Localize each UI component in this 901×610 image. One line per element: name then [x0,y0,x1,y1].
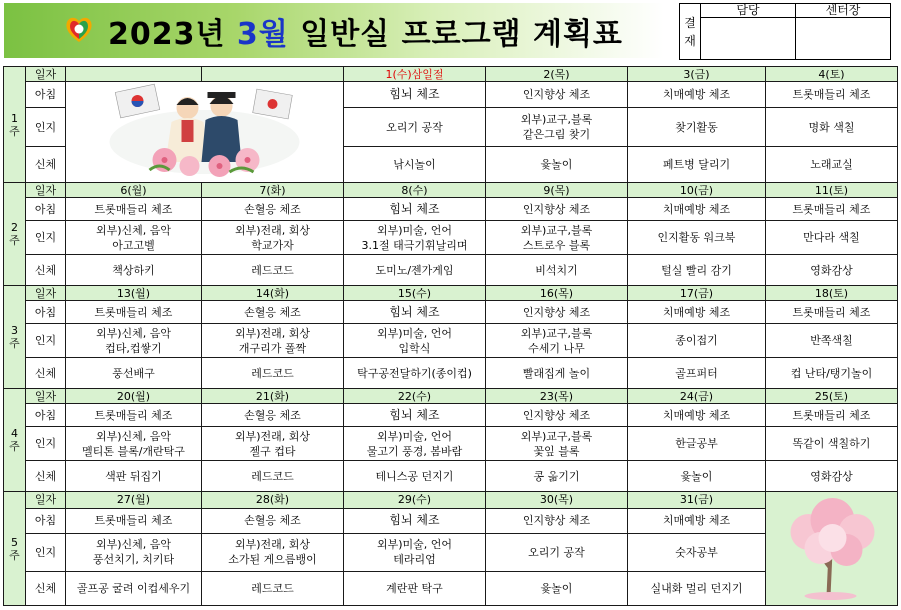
physical-program[interactable]: 영화감상 [766,461,898,492]
morning-program[interactable]: 인지향상 체조 [486,82,628,108]
morning-program[interactable]: 손혈응 체조 [202,404,344,427]
day-header: 18(토) [766,286,898,301]
approval-side-1: 결 [684,15,696,30]
morning-program[interactable]: 힘뇌 체조 [344,198,486,221]
program-line: 외부)미술, 언어 [376,429,453,443]
morning-program[interactable]: 힘뇌 체조 [344,404,486,427]
cognitive-program[interactable] [628,324,766,358]
row-label-i: 인지 [26,324,66,358]
row-label-i: 인지 [26,427,66,461]
page-header [0,0,901,62]
cognitive-program[interactable] [486,221,628,255]
approval-sign-director[interactable] [796,18,891,60]
program-line: 외부)전래, 회상 [234,538,311,552]
cognitive-program[interactable] [628,534,766,572]
week-unit: 주 [9,337,20,350]
week-label [4,492,26,606]
row-label-a: 아침 [26,82,66,108]
morning-program[interactable]: 손혈응 체조 [202,301,344,324]
morning-program[interactable]: 손혈응 체조 [202,198,344,221]
row-label-i: 인지 [26,108,66,147]
week-number: 1 [11,111,18,125]
program-line: 풍선치기, 치키타 [92,553,175,567]
physical-program[interactable]: 비석치기 [486,255,628,286]
program-line: 3.1절 태극기휘날리며 [361,238,468,252]
approval-side-label [680,4,701,60]
approval-col-director: 센터장 [796,4,891,18]
week-2-row-a [4,198,898,221]
week-4-row-s [4,461,898,492]
physical-program[interactable]: 레드코드 [202,358,344,389]
day-header: 4(토) [766,67,898,82]
approval-sign-staff[interactable] [701,18,796,60]
day-header: 24(금) [628,389,766,404]
cognitive-program[interactable] [202,221,344,255]
week-number: 2 [11,221,18,234]
physical-program[interactable]: 계란판 탁구 [344,571,486,605]
row-label-a: 아침 [26,198,66,221]
morning-program[interactable]: 치매예방 체조 [628,508,766,533]
physical-program[interactable]: 도미노/젠가게임 [344,255,486,286]
program-line: 개구리가 폴짝 [238,341,307,355]
morning-program[interactable]: 치매예방 체조 [628,301,766,324]
row-label-day: 일자 [26,389,66,404]
cognitive-program[interactable] [202,534,344,572]
program-line: 수세기 나무 [528,341,585,355]
cognitive-program[interactable] [202,427,344,461]
cognitive-program[interactable] [486,108,628,147]
couple-illustration [66,82,343,178]
row-label-day: 일자 [26,286,66,301]
program-line: 입학식 [398,341,431,355]
cognitive-program[interactable] [766,427,898,461]
week-2-row-day [4,183,898,198]
program-line: 외부)전래, 회상 [234,326,311,340]
title-suffix: 일반실 프로그램 계획표 [288,17,623,52]
day-header: 2(목) [486,67,628,82]
physical-program[interactable]: 털실 빨리 감기 [628,255,766,286]
program-line: 외부)신체, 음악 [95,223,172,237]
cognitive-program[interactable] [344,534,486,572]
program-line: 물고기 풍경, 봄바람 [366,444,463,458]
day-header: 15(수) [344,286,486,301]
row-label-s: 신체 [26,358,66,389]
physical-program[interactable]: 레드코드 [202,461,344,492]
morning-program[interactable]: 치매예방 체조 [628,82,766,108]
physical-program[interactable]: 탁구공전달하기(종이컵) [344,358,486,389]
cognitive-program[interactable] [66,534,202,572]
morning-program[interactable]: 트롯매들리 체조 [66,404,202,427]
illustration-cell [766,492,898,606]
morning-program[interactable]: 트롯매들리 체조 [66,198,202,221]
row-label-a: 아침 [26,404,66,427]
cognitive-program[interactable] [344,221,486,255]
center-logo-icon [62,12,96,46]
cherry-blossom-illustration [766,492,897,602]
empty-day-cell [202,67,344,82]
cognitive-program[interactable] [202,324,344,358]
program-line: 명화 색칠 [808,120,855,134]
physical-program[interactable]: 윷놀이 [628,461,766,492]
title-prefix: 2023년 [108,17,237,52]
physical-program[interactable]: 윷놀이 [486,571,628,605]
week-number: 5 [11,535,18,549]
day-header: 31(금) [628,492,766,509]
row-label-s: 신체 [26,147,66,183]
day-header: 23(목) [486,389,628,404]
program-line: 외부)전래, 회상 [234,223,311,237]
program-line: 외부)신체, 음악 [95,429,172,443]
week-5-row-s [4,571,898,605]
program-line: 외부)교구,블록 [520,113,593,127]
week-3-row-a [4,301,898,324]
program-line: 같은그림 찾기 [522,128,591,142]
day-header: 22(수) [344,389,486,404]
week-5-row-a [4,508,898,533]
day-header: 27(월) [66,492,202,509]
row-label-day: 일자 [26,183,66,198]
week-label [4,67,26,183]
day-header: 13(월) [66,286,202,301]
physical-program[interactable]: 빨래집게 놀이 [486,358,628,389]
week-unit: 주 [9,124,20,138]
cognitive-program[interactable] [628,427,766,461]
week-4-row-a [4,404,898,427]
morning-program[interactable]: 힘뇌 체조 [344,508,486,533]
row-label-i: 인지 [26,221,66,255]
day-header: 6(월) [66,183,202,198]
week-number: 3 [11,324,18,337]
day-header: 21(화) [202,389,344,404]
program-line: 외부)미술, 언어 [376,326,453,340]
cognitive-program[interactable] [486,534,628,572]
week-2-row-i [4,221,898,255]
program-line: 외부)미술, 언어 [376,223,453,237]
cognitive-program[interactable] [344,324,486,358]
physical-program[interactable]: 실내화 멀리 던지기 [628,571,766,605]
program-line: 아고고벨 [112,238,155,252]
morning-program[interactable]: 손혈응 체조 [202,508,344,533]
program-line: 외부)신체, 음악 [95,326,172,340]
day-header: 9(목) [486,183,628,198]
week-label [4,389,26,492]
cognitive-program[interactable] [766,324,898,358]
program-line: 외부)미술, 언어 [376,538,453,552]
physical-program[interactable]: 레드코드 [202,571,344,605]
program-line: 인지활동 워크북 [657,231,736,244]
cognitive-program[interactable] [66,427,202,461]
day-header: 3(금) [628,67,766,82]
physical-program[interactable]: 낚시놀이 [344,147,486,183]
physical-program[interactable]: 책상하키 [66,255,202,286]
approval-col-staff: 담당 [701,4,796,18]
program-line: 찾기활동 [675,120,718,134]
day-header: 20(월) [66,389,202,404]
cognitive-program[interactable] [486,324,628,358]
morning-program[interactable]: 인지향상 체조 [486,301,628,324]
physical-program[interactable]: 색판 뒤집기 [66,461,202,492]
cognitive-program[interactable] [766,221,898,255]
morning-program[interactable]: 치매예방 체조 [628,198,766,221]
day-header: 28(화) [202,492,344,509]
row-label-i: 인지 [26,534,66,572]
program-line: 멜티톤 블록/개란탁구 [82,444,185,458]
week-unit: 주 [9,440,20,453]
program-line: 소가된 게으름뱅이 [228,553,317,567]
approval-box [679,3,891,60]
program-line: 테라리엄 [393,553,436,567]
program-line: 오리기 공작 [386,120,443,134]
day-header: 30(목) [486,492,628,509]
physical-program[interactable]: 컵 난타/탱기놀이 [766,358,898,389]
cognitive-program[interactable] [628,108,766,147]
week-1-row-day [4,67,898,82]
morning-program[interactable]: 트롯매들리 체조 [66,508,202,533]
week-unit: 주 [9,234,20,247]
week-5-row-i [4,534,898,572]
program-line: 학교가자 [251,238,294,252]
morning-program[interactable]: 치매예방 체조 [628,404,766,427]
day-header: 10(금) [628,183,766,198]
row-label-day: 일자 [26,492,66,509]
week-3-row-s [4,358,898,389]
row-label-s: 신체 [26,255,66,286]
program-line: 종이접기 [675,334,718,347]
program-line: 외부)교구,블록 [520,223,593,237]
day-header: 7(화) [202,183,344,198]
physical-program[interactable]: 노래교실 [766,147,898,183]
morning-program[interactable]: 트롯매들리 체조 [766,198,898,221]
day-header: 17(금) [628,286,766,301]
morning-program[interactable]: 힘뇌 체조 [344,82,486,108]
morning-program[interactable]: 트롯매들리 체조 [66,301,202,324]
page-title [108,9,623,53]
week-3-row-i [4,324,898,358]
morning-program[interactable]: 트롯매들리 체조 [766,404,898,427]
day-header: 29(수) [344,492,486,509]
program-line: 외부)신체, 음악 [95,538,172,552]
program-line: 오리기 공작 [528,545,585,559]
day-header: 1(수)삼일절 [344,67,486,82]
program-line: 숫자공부 [675,545,718,559]
cognitive-program[interactable] [66,324,202,358]
physical-program[interactable]: 콩 옮기기 [486,461,628,492]
week-3-row-day [4,286,898,301]
physical-program[interactable]: 영화감상 [766,255,898,286]
week-5-row-day [4,492,898,509]
morning-program[interactable]: 트롯매들리 체조 [766,301,898,324]
morning-program[interactable]: 트롯매들리 체조 [766,82,898,108]
day-header: 25(토) [766,389,898,404]
program-line: 외부)교구,블록 [520,326,593,340]
row-label-s: 신체 [26,461,66,492]
week-label [4,286,26,389]
empty-day-cell [66,67,202,82]
program-line: 반쪽색칠 [810,334,853,347]
week-4-row-i [4,427,898,461]
program-line: 젤구 컵타 [249,444,296,458]
program-line: 외부)교구,블록 [520,429,593,443]
program-line: 똑같이 색칠하기 [792,437,871,450]
program-line: 한글공부 [675,437,718,450]
cognitive-program[interactable] [486,427,628,461]
physical-program[interactable]: 풍선배구 [66,358,202,389]
morning-program[interactable]: 인지향상 체조 [486,508,628,533]
program-line: 스트로우 블록 [522,238,591,252]
program-line: 만다라 색칠 [803,231,860,244]
program-line: 컵타,컵쌓기 [105,341,162,355]
cognitive-program[interactable] [766,108,898,147]
title-month: 3월 [236,17,289,52]
day-header: 11(토) [766,183,898,198]
day-header: 16(목) [486,286,628,301]
row-label-a: 아침 [26,508,66,533]
week-4-row-day [4,389,898,404]
row-label-day: 일자 [26,67,66,82]
physical-program[interactable]: 레드코드 [202,255,344,286]
week-number: 4 [11,427,18,440]
row-label-a: 아침 [26,301,66,324]
day-header: 14(화) [202,286,344,301]
illustration-cell [66,82,344,183]
week-2-row-s [4,255,898,286]
cognitive-program[interactable] [344,108,486,147]
physical-program[interactable]: 윷놀이 [486,147,628,183]
morning-program[interactable]: 인지향상 체조 [486,404,628,427]
physical-program[interactable]: 골프퍼터 [628,358,766,389]
physical-program[interactable]: 테니스공 던지기 [344,461,486,492]
cognitive-program[interactable] [344,427,486,461]
day-header: 8(수) [344,183,486,198]
physical-program[interactable]: 페트병 달리기 [628,147,766,183]
week-label [4,183,26,286]
schedule-table [3,66,898,606]
approval-side-2: 재 [684,33,696,48]
cognitive-program[interactable] [66,221,202,255]
program-line: 꽃잎 블록 [533,444,580,458]
morning-program[interactable]: 힘뇌 체조 [344,301,486,324]
row-label-s: 신체 [26,571,66,605]
program-line: 외부)전래, 회상 [234,429,311,443]
physical-program[interactable]: 골프공 굴려 이컵세우기 [66,571,202,605]
morning-program[interactable]: 인지향상 체조 [486,198,628,221]
cognitive-program[interactable] [628,221,766,255]
week-unit: 주 [9,548,20,562]
week-1-row-a [4,82,898,108]
